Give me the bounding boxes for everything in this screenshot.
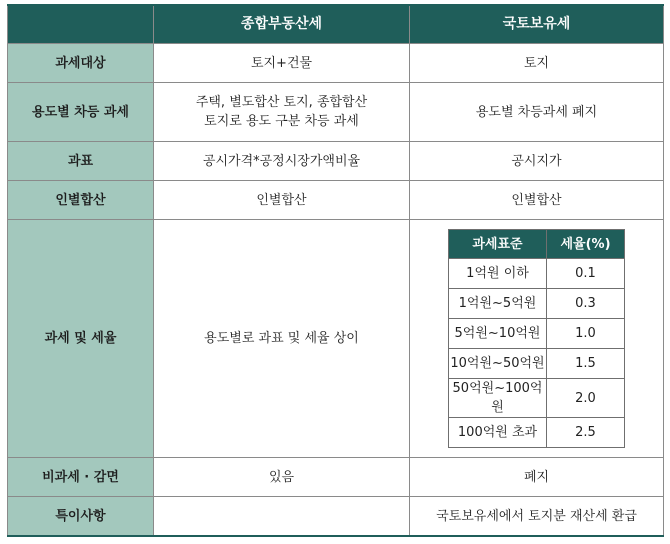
cell-col2: 국토보유세에서 토지분 재산세 환급 <box>410 497 664 537</box>
cell-col1: 용도별로 과표 및 세율 상이 <box>154 220 410 458</box>
cell-col1-line2: 토지로 용도 구분 차등 과세 <box>204 114 359 129</box>
cell-col2: 폐지 <box>410 458 664 497</box>
table-row <box>8 142 664 181</box>
cell-col2: 토지 <box>410 44 664 83</box>
cell-col2: 용도별 차등과세 폐지 <box>410 83 664 142</box>
rate-header-row <box>449 230 625 259</box>
header-corner-cell <box>8 5 154 44</box>
row-label: 인별합산 <box>8 181 154 220</box>
cell-col1 <box>154 83 410 142</box>
rate-row <box>449 349 625 379</box>
rate-base: 1억원~5억원 <box>449 289 547 319</box>
comparison-table-container <box>7 4 663 537</box>
rate-header-rate: 세율(%) <box>547 230 625 259</box>
table-row <box>8 458 664 497</box>
row-label: 과세 및 세율 <box>8 220 154 458</box>
rate-value: 2.0 <box>547 379 625 418</box>
rate-header-base: 과세표준 <box>449 230 547 259</box>
rate-base: 50억원~100억원 <box>449 379 547 418</box>
comparison-table <box>7 4 664 537</box>
cell-col1: 있음 <box>154 458 410 497</box>
rate-row <box>449 319 625 349</box>
row-label: 비과세 · 감면 <box>8 458 154 497</box>
rate-row <box>449 418 625 448</box>
cell-col1-line1: 주택, 별도합산 토지, 종합합산 <box>195 95 368 110</box>
rate-base: 1억원 이하 <box>449 259 547 289</box>
rate-value: 1.0 <box>547 319 625 349</box>
rate-value: 0.1 <box>547 259 625 289</box>
header-col1: 종합부동산세 <box>154 5 410 44</box>
row-label: 과세대상 <box>8 44 154 83</box>
row-label: 용도별 차등 과세 <box>8 83 154 142</box>
table-row <box>8 497 664 537</box>
rate-value: 1.5 <box>547 349 625 379</box>
cell-col2: 공시지가 <box>410 142 664 181</box>
rate-base: 5억원~10억원 <box>449 319 547 349</box>
rate-value: 0.3 <box>547 289 625 319</box>
cell-col1: 인별합산 <box>154 181 410 220</box>
rate-row <box>449 259 625 289</box>
table-row <box>8 83 664 142</box>
header-row <box>8 5 664 44</box>
cell-col1: 공시가격*공정시장가액비율 <box>154 142 410 181</box>
cell-col2-rate-table <box>410 220 664 458</box>
table-row <box>8 220 664 458</box>
row-label: 특이사항 <box>8 497 154 537</box>
cell-col1: 토지+건물 <box>154 44 410 83</box>
table-row <box>8 44 664 83</box>
rate-base: 10억원~50억원 <box>449 349 547 379</box>
table-row <box>8 181 664 220</box>
cell-col2: 인별합산 <box>410 181 664 220</box>
rate-table <box>448 229 625 448</box>
rate-row <box>449 289 625 319</box>
header-col2: 국토보유세 <box>410 5 664 44</box>
rate-value: 2.5 <box>547 418 625 448</box>
rate-base: 100억원 초과 <box>449 418 547 448</box>
row-label: 과표 <box>8 142 154 181</box>
cell-col1 <box>154 497 410 537</box>
rate-row <box>449 379 625 418</box>
